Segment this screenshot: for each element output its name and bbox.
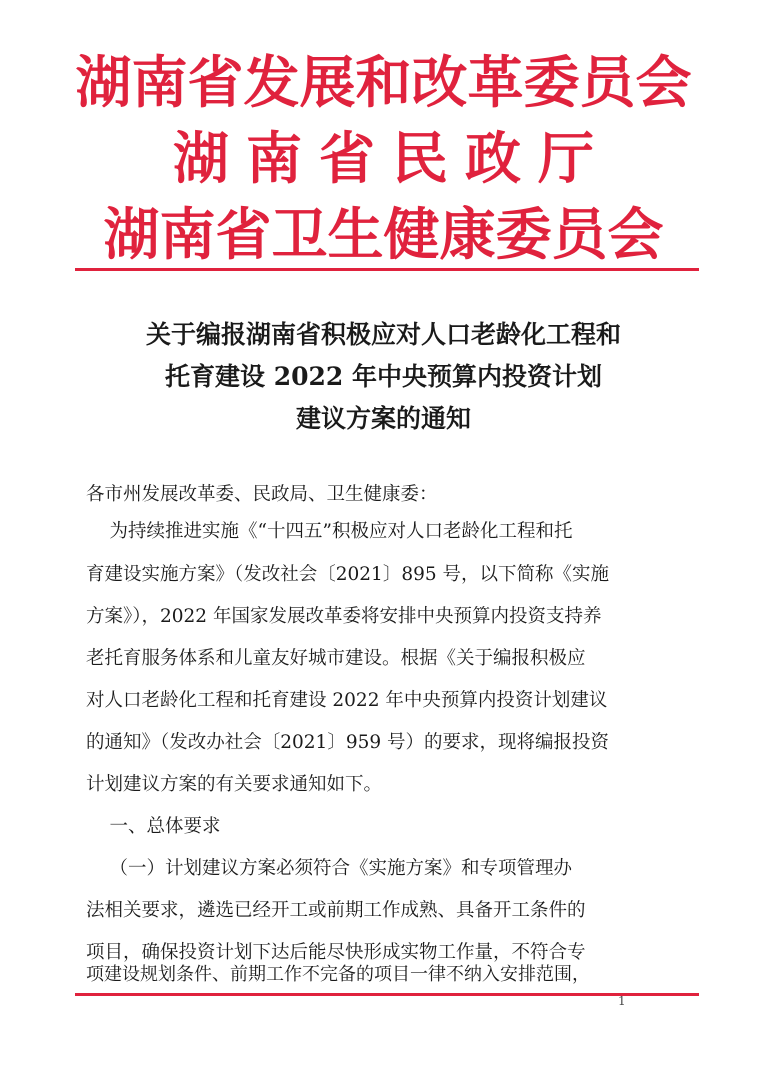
header-red-rule bbox=[75, 268, 699, 271]
body-line: 方案》），2022 年国家发展改革委将安排中央预算内投资支持养 bbox=[86, 606, 602, 627]
body-line: 为持续推进实施《“十四五”积极应对人口老龄化工程和托 bbox=[86, 521, 573, 542]
body-line: 育建设实施方案》（发改社会〔2021〕895 号，以下简称《实施 bbox=[86, 564, 610, 585]
body-line: 计划建议方案的有关要求通知如下。 bbox=[86, 774, 383, 795]
body-line: 法相关要求，遴选已经开工或前期工作成熟、具备开工条件的 bbox=[86, 900, 586, 921]
salutation: 各市州发展改革委、民政局、卫生健康委： bbox=[86, 484, 438, 505]
title-line: 关于编报湖南省积极应对人口老龄化工程和 bbox=[145, 320, 621, 349]
title-line: 建议方案的通知 bbox=[295, 404, 471, 433]
header-line-civil-affairs: 湖南省民政厅 bbox=[173, 127, 611, 192]
body-line: 对人口老龄化工程和托育建设 2022 年中央预算内投资计划建议 bbox=[86, 690, 608, 711]
body-line: 老托育服务体系和儿童友好城市建设。根据《关于编报积极应 bbox=[86, 648, 586, 669]
body-line: 的通知》（发改办社会〔2021〕959 号）的要求，现将编报投资 bbox=[86, 732, 610, 753]
header-line-drc: 湖南省发展和改革委员会 bbox=[75, 51, 692, 116]
section-heading: 一、总体要求 bbox=[86, 816, 221, 837]
footer-red-rule bbox=[75, 993, 699, 996]
body-line: （一）计划建议方案必须符合《实施方案》和专项管理办 bbox=[86, 858, 573, 879]
header-line-health: 湖南省卫生健康委员会 bbox=[103, 203, 664, 268]
page-number: 1 bbox=[618, 994, 626, 1008]
body-line: 项建设规划条件、前期工作不完备的项目一律不纳入安排范围， bbox=[86, 964, 590, 985]
body-line: 项目，确保投资计划下达后能尽快形成实物工作量，不符合专 bbox=[86, 942, 586, 963]
title-line: 托育建设 2022 年中央预算内投资计划 bbox=[165, 362, 602, 391]
